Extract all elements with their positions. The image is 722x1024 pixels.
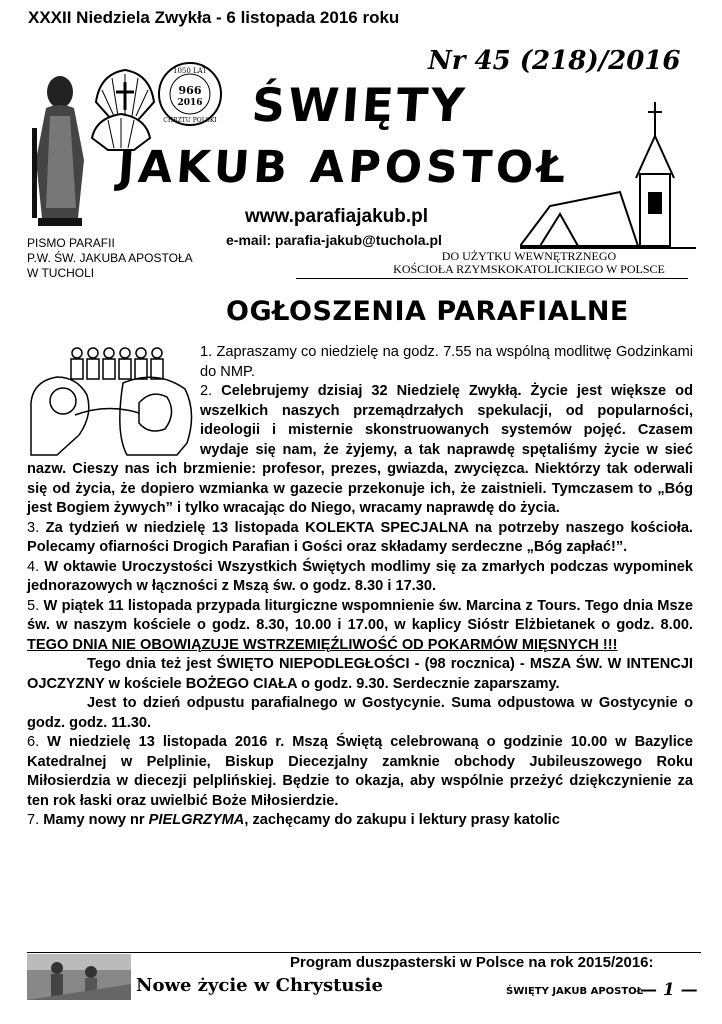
seal-bottom-text: CHRZTU POLSKI	[163, 117, 217, 124]
footer-divider	[27, 952, 701, 953]
baptism-jubilee-seal	[156, 60, 224, 128]
usage-notice	[370, 250, 688, 276]
announcement-4-number: 4.	[27, 558, 40, 575]
divider	[296, 278, 688, 279]
publisher-line: PISMO PARAFII	[27, 236, 115, 250]
masthead-title-line1: ŚWIĘTY	[250, 78, 469, 132]
publisher-info	[27, 236, 193, 281]
announcement-3-number: 3.	[27, 519, 40, 536]
pastoral-program-image	[27, 954, 131, 1000]
usage-line: KOŚCIOŁA RZYMSKOKATOLICKIEGO W POLSCE	[393, 262, 665, 276]
announcement-6-text: W niedzielę 13 listopada 2016 r. Mszą Świętą celebrowaną o godzinie 10.00 w Bazylice Katedralnej w Pelplinie, Biskup Diecezjalny zamknie obchody Jubileuszowego Roku Miłosierdzia w diecezji pelplińskiej. Będzie to okazja, aby wspólnie przeżyć dziękczynienie za ten rok łaski oraz uwielbić Boże Miłosierdzie.	[27, 734, 693, 809]
announcement-7-magazine: PIELGRZYMA	[148, 812, 245, 828]
announcement-7-text: Mamy nowy nr	[43, 812, 145, 828]
announcement-7	[27, 811, 693, 831]
announcement-3	[27, 519, 693, 558]
announcements	[27, 343, 693, 831]
announcement-7-number: 7.	[27, 812, 40, 828]
gospel-illustration	[27, 343, 197, 457]
pastoral-program-heading: Program duszpasterski w Polsce na rok 2015/2016:	[290, 954, 654, 971]
announcement-6-number: 6.	[27, 734, 40, 750]
announcement-6	[27, 733, 693, 811]
date-line: XXXII Niedziela Zwykła - 6 listopada 2016 roku	[28, 8, 400, 27]
seal-top-text: 1050 LAT	[172, 67, 208, 75]
announcement-7-text-end: , zachęcamy do zakupu i lektury prasy katolic	[244, 812, 560, 828]
announcement-1: 1. Zapraszamy co niedzielę na godz. 7.55 na wspólną modlitwę Godzinkami do NMP.	[200, 344, 693, 380]
parish-website[interactable]: www.parafiajakub.pl	[245, 206, 429, 227]
seal-year-end: 2016	[177, 98, 203, 108]
announcement-5	[27, 597, 693, 656]
pastoral-program-motto: Nowe życie w Chrystusie	[136, 975, 383, 996]
announcement-5-indulgence: Jest to dzień odpustu parafialnego w Gostycynie. Suma odpustowa w Gostycynie o godz. godz. 11.30.	[27, 695, 693, 731]
announcement-5-holiday: Tego dnia też jest ŚWIĘTO NIEPODLEGŁOŚCI - (98 rocznica) - MSZA ŚW. W INTENCJI OJCZYZNY w kościele BOŻEGO CIAŁA o godz. 9.30. Serdecznie zaparszamy.	[27, 656, 693, 692]
announcement-2-number: 2.	[200, 383, 213, 399]
issue-number: Nr 45 (218)/2016	[428, 46, 681, 76]
footer-publication-name: ŚWIĘTY JAKUB APOSTOŁ	[506, 986, 644, 997]
page-number: — 1 —	[640, 980, 698, 1000]
church-silhouette-illustration	[520, 96, 700, 254]
section-title: OGŁOSZENIA PARAFIALNE	[226, 296, 629, 327]
parish-email[interactable]: e-mail: parafia-jakub@tuchola.pl	[226, 232, 442, 248]
publisher-line: W TUCHOLI	[27, 266, 95, 280]
masthead-title-line2: JAKUB APOSTOŁ	[116, 142, 572, 193]
seal-year-start: 966	[178, 84, 202, 97]
announcement-5-text: W piątek 11 listopada przypada liturgiczne wspomnienie św. Marcina z Tours. Tego dnia Msze św. w naszym kościele o godz. 8.30, 10.00 i 17.00, w kaplicy Sióstr Elżbietanek o godz. 8.00.	[27, 597, 693, 633]
publisher-line: P.W. ŚW. JAKUBA APOSTOŁA	[27, 251, 193, 265]
usage-line: DO UŻYTKU WEWNĘTRZNEGO	[441, 249, 617, 263]
announcement-4-text: W oktawie Uroczystości Wszystkich Świętych modlimy się za zmarłych podczas wypominek jednorazowych w łączności z Mszą św. o godz. 8.30 i 17.30.	[27, 558, 693, 594]
announcement-4	[27, 558, 693, 597]
announcement-3-text: Za tydzień w niedzielę 13 listopada KOLEKTA SPECJALNA na potrzeby naszego kościoła. Polecamy ofiarności Drogich Parafian i Gości oraz składamy serdeczne „Bóg zapłać!”.	[27, 519, 693, 555]
announcement-2-text: Celebrujemy dzisiaj 32 Niedzielę Zwykłą. Życie jest większe od wszelkich naszych przemądrzałych spekulacji, od popularności, ideologii i misternie skonstruowanych systemów pojęć. Czasem wydaje się nam, że żyjemy, a tak naprawdę spętaliśmy życie w sieć nazw. Cieszy nas ich brzmienie: profesor, prezes, gwiazda, zwycięzca. Niektórzy tak oderwali się od życia, że dopiero wzmianka w gazecie przekonuje ich, że zaistnieli. Tymczasem to „Bóg jest Bogiem żywych” i tylko wracając do Niego, wracamy naprawdę do życia.	[27, 383, 693, 516]
saint-james-statue-illustration	[24, 68, 94, 228]
announcement-5-number: 5.	[27, 597, 40, 614]
announcement-5-underlined: TEGO DNIA NIE OBOWIĄZUJE WSTRZEMIĘŹLIWOŚĆ OD POKARMÓW MIĘSNYCH !!!	[27, 636, 618, 653]
